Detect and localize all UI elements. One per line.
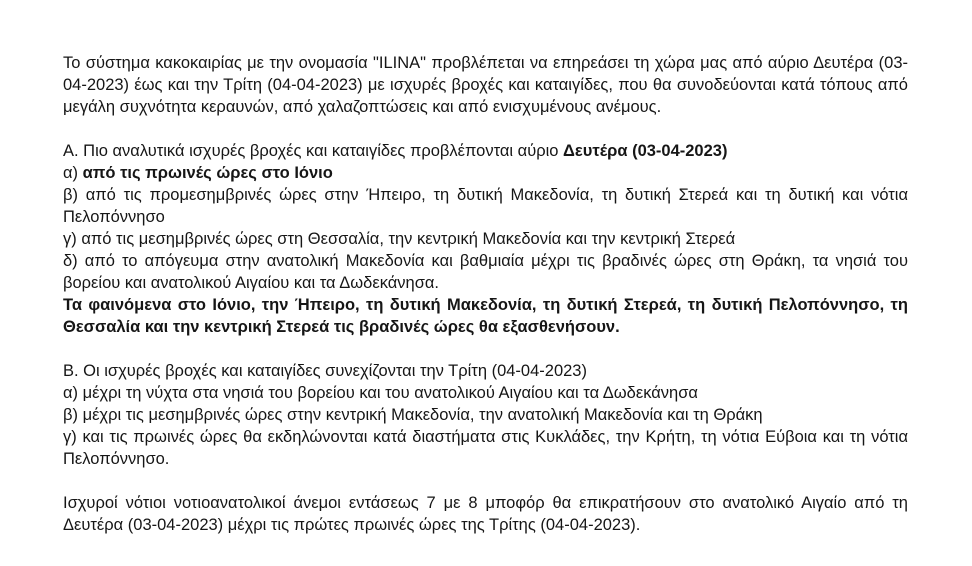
section-b-item-a-text: α) μέχρι τη νύχτα στα νησιά του βορείου και του ανατολικού Αιγαίου και τα Δωδεκάνησα bbox=[63, 384, 698, 402]
section-a-item-a-text: από τις πρωινές ώρες στο Ιόνιο bbox=[82, 164, 333, 182]
section-b-item-b bbox=[63, 404, 908, 426]
section-a-item-a bbox=[63, 162, 908, 184]
section-a-item-a-marker: α) bbox=[63, 164, 83, 182]
intro-text: Το σύστημα κακοκαιρίας με την ονομασία "ILINA" προβλέπεται να επηρεάσει τη χώρα μας από αύριο Δευτέρα (03-04-2023) έως και την Τρίτη (04-04-2023) με ισχυρές βροχές και καταιγίδες, που θα συνοδεύονται κατά τόπους από μεγάλη συχνότητα κεραυνών, από χαλαζοπτώσεις και από ενισχυμένους ανέμους. bbox=[63, 54, 908, 116]
section-b-heading-text: Β. Οι ισχυρές βροχές και καταιγίδες συνεχίζονται την Τρίτη (04-04-2023) bbox=[63, 362, 587, 380]
section-b-item-b-text: β) μέχρι τις μεσημβρινές ώρες στην κεντρική Μακεδονία, την ανατολική Μακεδονία και τη Θράκη bbox=[63, 406, 763, 424]
section-a-heading bbox=[63, 140, 908, 162]
intro-paragraph bbox=[63, 52, 908, 118]
section-a-weakening-note bbox=[63, 294, 908, 338]
section-a-heading-text: Α. Πιο αναλυτικά ισχυρές βροχές και καταιγίδες προβλέπονται αύριο bbox=[63, 142, 564, 160]
section-a-item-b bbox=[63, 184, 908, 228]
section-a-item-d bbox=[63, 250, 908, 294]
section-a-weakening-note-text: Τα φαινόμενα στο Ιόνιο, την Ήπειρο, τη δυτική Μακεδονία, τη δυτική Στερεά, τη δυτική Πελοπόννησο, τη Θεσσαλία και την κεντρική Στερεά τις βραδινές ώρες θα εξασθενήσουν. bbox=[63, 296, 908, 336]
section-a-item-d-text: δ) από το απόγευμα στην ανατολική Μακεδονία και βαθμιαία μέχρι τις βραδινές ώρες στη Θράκη, τα νησιά του βορείου και ανατολικού Αιγαίου και τα Δωδεκάνησα. bbox=[63, 252, 908, 292]
section-b-item-c bbox=[63, 426, 908, 470]
section-a-item-c-text: γ) από τις μεσημβρινές ώρες στη Θεσσαλία, την κεντρική Μακεδονία και την κεντρική Στερεά bbox=[63, 230, 736, 248]
section-a-item-b-text: β) από τις προμεσημβρινές ώρες στην Ήπειρο, τη δυτική Μακεδονία, τη δυτική Στερεά και τη δυτική και νότια Πελοπόννησο bbox=[63, 186, 908, 226]
section-b-item-c-text: γ) και τις πρωινές ώρες θα εκδηλώνονται κατά διαστήματα στις Κυκλάδες, την Κρήτη, τη νότια Εύβοια και τη νότια Πελοπόννησο. bbox=[63, 428, 908, 468]
section-b-item-a bbox=[63, 382, 908, 404]
winds-paragraph-text: Ισχυροί νότιοι νοτιοανατολικοί άνεμοι εντάσεως 7 με 8 μποφόρ θα επικρατήσουν στο ανατολικό Αιγαίο από τη Δευτέρα (03-04-2023) μέχρι τις πρώτες πρωινές ώρες της Τρίτης (04-04-2023). bbox=[63, 494, 908, 534]
winds-paragraph bbox=[63, 492, 908, 536]
section-a-item-c bbox=[63, 228, 908, 250]
section-a-heading-date: Δευτέρα (03-04-2023) bbox=[563, 142, 728, 160]
section-b-heading bbox=[63, 360, 908, 382]
